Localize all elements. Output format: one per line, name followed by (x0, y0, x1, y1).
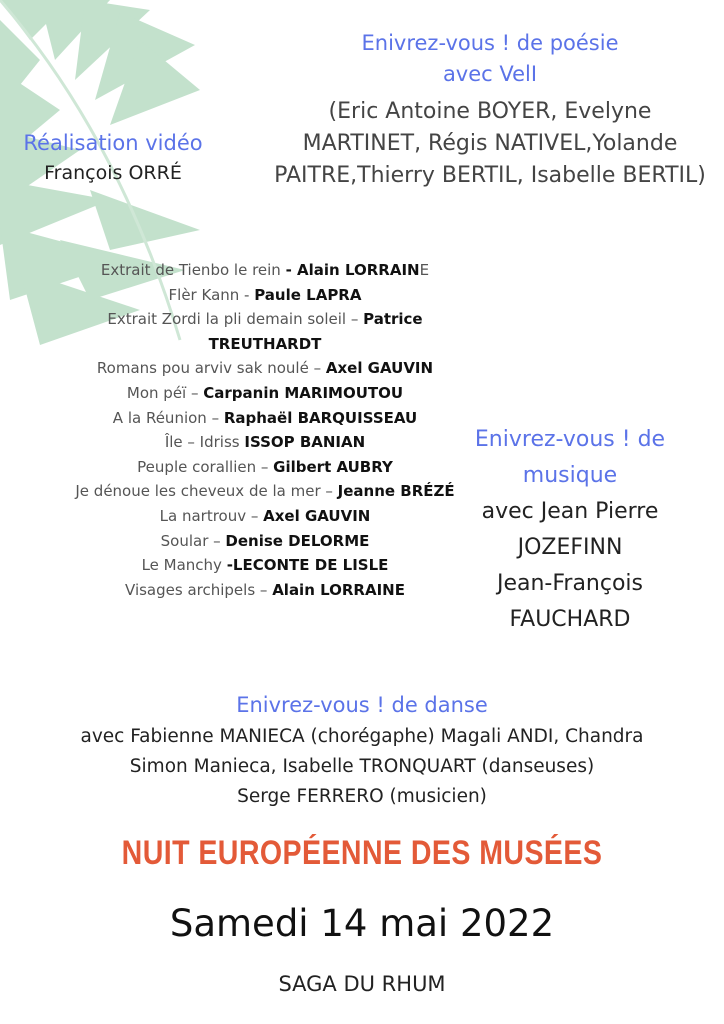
musique-section (440, 422, 700, 638)
poem-title: Mon péï – (126, 383, 204, 402)
poem-title: Je dénoue les cheveux de la mer – (75, 482, 338, 501)
poem-entry (70, 283, 460, 308)
poem-title: Soular – (160, 531, 226, 550)
poem-author-name: Axel GAUVIN (263, 506, 371, 525)
poesie-section (270, 28, 710, 192)
poem-entry (70, 455, 460, 480)
poem-author-name: Raphaël BARQUISSEAU (223, 408, 418, 427)
musique-performers (440, 494, 700, 638)
poem-entry (70, 529, 460, 554)
poem-title: Île – Idriss (164, 433, 245, 452)
poem-entry (70, 504, 460, 529)
poem-title: Romans pou arviv sak noulé – (96, 359, 326, 378)
event-name: NUIT EUROPÉENNE DES MUSÉES (121, 834, 603, 872)
poem-entry (70, 430, 460, 455)
danse-line: Simon Manieca, Isabelle TRONQUART (danseuses) (129, 756, 595, 777)
poem-entry (70, 356, 460, 381)
poem-title: Le Manchy (141, 556, 227, 575)
poem-title: Peuple corallien – (137, 457, 274, 476)
poem-title: Extrait Zordi la pli demain soleil – (107, 310, 364, 329)
poem-author-name: Carpanin MARIMOUTOU (203, 383, 404, 402)
danse-title: Enivrez-vous ! de danse (236, 693, 488, 717)
poem-author-name: Paule LAPRA (254, 285, 362, 304)
video-credit-section (0, 128, 226, 188)
poem-author-name: Jeanne BRÉZÉ (337, 482, 455, 501)
poem-title: Extrait de Tienbo le rein (100, 261, 286, 279)
poem-author-name: -LECONTE DE LISLE (226, 556, 389, 575)
poem-entry (70, 578, 460, 603)
event-date: Samedi 14 mai 2022 (169, 902, 555, 945)
poem-author-name: Denise DELORME (225, 531, 370, 550)
poesie-title-line2: avec VelI (442, 62, 538, 86)
poem-list (70, 258, 460, 602)
poem-author-suffix: E (419, 261, 430, 279)
poem-title: Visages archipels – (125, 580, 273, 599)
musique-line: FAUCHARD (509, 607, 631, 632)
poem-entry (70, 307, 460, 356)
poesie-performers: (Eric Antoine BOYER, Evelyne MARTINET, Régis NATIVEL,Yolande PAITRE,Thierry BERTIL, Isabelle BERTIL) (274, 99, 706, 188)
musique-line: JOZEFINN (517, 535, 623, 560)
poem-author: - (285, 261, 298, 279)
poem-title: La nartrouv – (159, 506, 264, 525)
poesie-title-line1: Enivrez-vous ! de poésie (361, 31, 619, 55)
poem-author-name: Alain LORRAIN (297, 261, 420, 279)
danse-line: Serge FERRERO (musicien) (237, 786, 487, 807)
musique-line: Jean-François (496, 571, 644, 596)
poem-author-name: Alain LORRAINE (272, 580, 405, 599)
poem-author-name: Gilbert AUBRY (273, 457, 393, 476)
poem-entry (70, 553, 460, 578)
video-credit-title: Réalisation vidéo (23, 131, 203, 155)
danse-line: avec Fabienne MANIECA (chorégaphe) Magali ANDI, Chandra (80, 726, 644, 747)
poem-author-name: Axel GAUVIN (325, 359, 434, 378)
danse-performers (30, 722, 694, 812)
poem-author-name: ISSOP BANIAN (244, 433, 366, 452)
event-place: SAGA DU RHUM (278, 972, 446, 996)
poem-title: A la Réunion – (112, 408, 224, 427)
poem-entry (70, 479, 460, 504)
poem-entry (70, 406, 460, 431)
video-credit-name: François ORRÉ (44, 162, 182, 184)
musique-title (440, 422, 700, 494)
musique-title-line2: musique (522, 463, 618, 488)
poem-entry (70, 381, 460, 406)
danse-section (30, 688, 694, 812)
poem-author-name: Patrice TREUTHARDT (208, 310, 423, 353)
poem-title: Flèr Kann - (168, 285, 255, 304)
musique-title-line1: Enivrez-vous ! de (474, 427, 666, 452)
musique-line: avec Jean Pierre (481, 499, 659, 524)
poem-entry (70, 258, 460, 283)
poesie-title (270, 28, 710, 90)
